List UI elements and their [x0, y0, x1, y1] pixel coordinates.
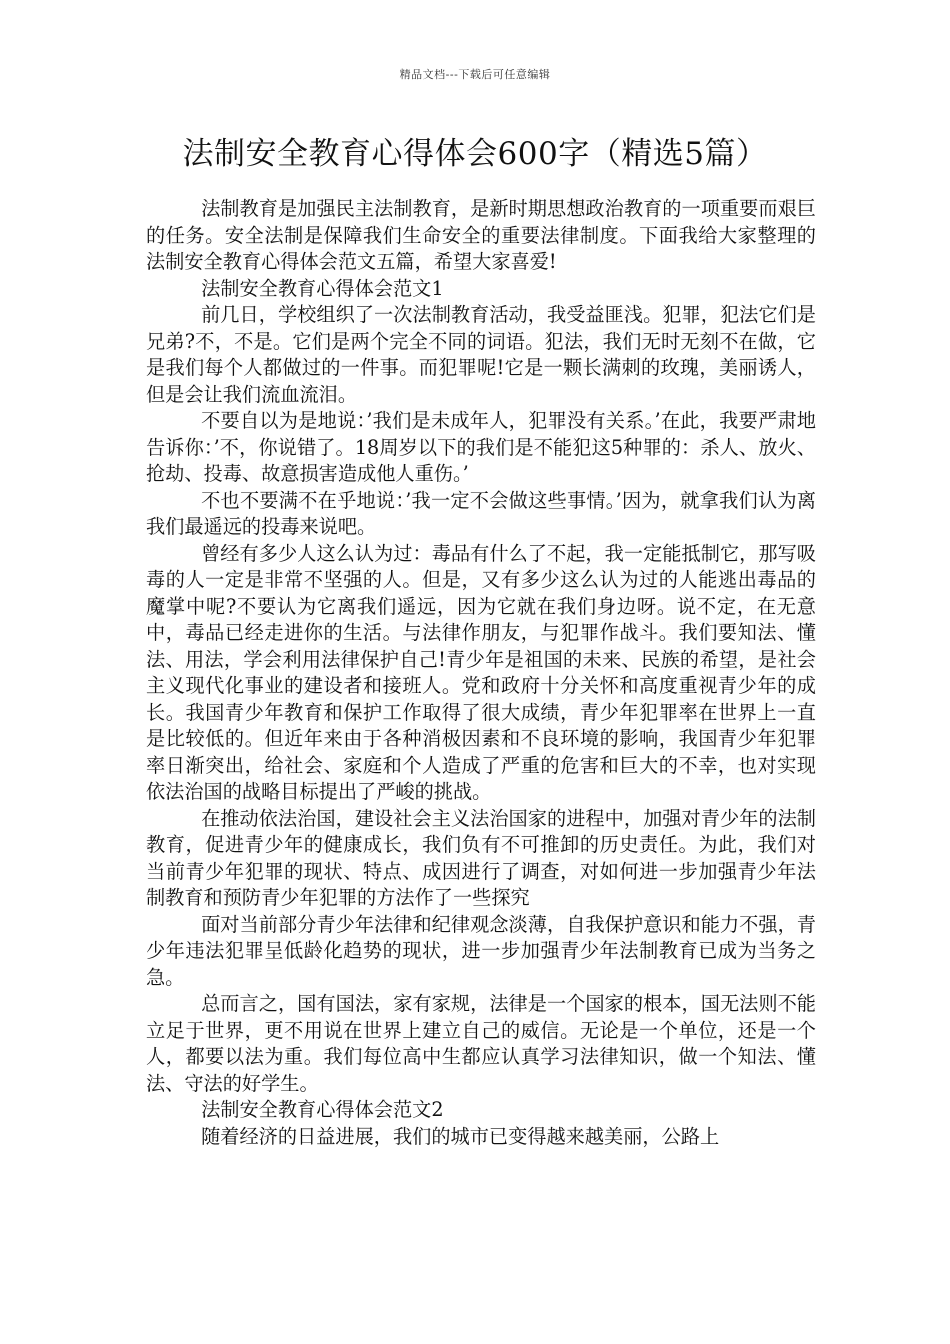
document-body: [146, 196, 816, 1150]
paragraph: 总而言之，国有国法，家有家规，法律是一个国家的根本，国无法则不能立足于世界，更不用说在世界上建立自己的威信。无论是一个单位，还是一个人，都要以法为重。我们每位高中生都应认真学习法律知识，做一个知法、懂法、守法的好学生。: [146, 992, 816, 1095]
section-heading-1: 法制安全教育心得体会范文1: [201, 276, 444, 300]
paragraph: 不也不要满不在乎地说：’我一定不会做这些事情。’因为，就拿我们认为离我们最遥远的投毒来说吧。: [146, 488, 816, 538]
paragraph-intro: 法制教育是加强民主法制教育，是新时期思想政治教育的一项重要而艰巨的任务。安全法制是保障我们生命安全的重要法律制度。下面我给大家整理的法制安全教育心得体会范文五篇，希望大家喜爱!: [146, 197, 816, 273]
paragraph: 前几日，学校组织了一次法制教育活动，我受益匪浅。犯罪，犯法它们是兄弟?不，不是。它们是两个完全不同的词语。犯法，我们无时无刻不在做，它是我们每个人都做过的一件事。而犯罪呢!它是一颗长满刺的玫瑰，美丽诱人，但是会让我们流血流泪。: [146, 303, 816, 406]
section-heading-2: 法制安全教育心得体会范文2: [201, 1098, 444, 1121]
paragraph: 不要自以为是地说：’我们是未成年人，犯罪没有关系。’在此，我要严肃地告诉你：’不，你说错了。18周岁以下的我们是不能犯这5种罪的：杀人、放火、抢劫、投毒、故意损害造成他人重伤。’: [146, 409, 816, 485]
document-title: 法制安全教育心得体会600字（精选5篇）: [182, 136, 768, 172]
page-header: 精品文档---下载后可任意编辑: [399, 68, 551, 81]
paragraph: 在推动依法治国，建设社会主义法治国家的进程中，加强对青少年的法制教育，促进青少年的健康成长，我们负有不可推卸的历史责任。为此，我们对当前青少年犯罪的现状、特点、成因进行了调查，对如何进一步加强青少年法制教育和预防青少年犯罪的方法作了一些探究: [146, 806, 816, 909]
paragraph: 随着经济的日益进展，我们的城市已变得越来越美丽，公路上: [201, 1124, 720, 1148]
paragraph: 曾经有多少人这么认为过：毒品有什么了不起，我一定能抵制它，那写吸毒的人一定是非常不坚强的人。但是，又有多少这么认为过的人能逃出毒品的魔掌中呢?不要认为它离我们遥远，因为它就在我们身边呀。说不定，在无意中，毒品已经走进你的生活。与法律作朋友，与犯罪作战斗。我们要知法、懂法、用法，学会利用法律保护自己!青少年是祖国的未来、民族的希望，是社会主义现代化事业的建设者和接班人。党和政府十分关怀和高度重视青少年的成长。我国青少年教育和保护工作取得了很大成绩，青少年犯罪率在世界上一直是比较低的。但近年来由于各种消极因素和不良环境的影响，我国青少年犯罪率日渐突出，给社会、家庭和个人造成了严重的危害和巨大的不幸，也对实现依法治国的战略目标提出了严峻的挑战。: [146, 541, 816, 803]
paragraph: 面对当前部分青少年法律和纪律观念淡薄，自我保护意识和能力不强，青少年违法犯罪呈低龄化趋势的现状，进一步加强青少年法制教育已成为当务之急。: [146, 912, 816, 989]
